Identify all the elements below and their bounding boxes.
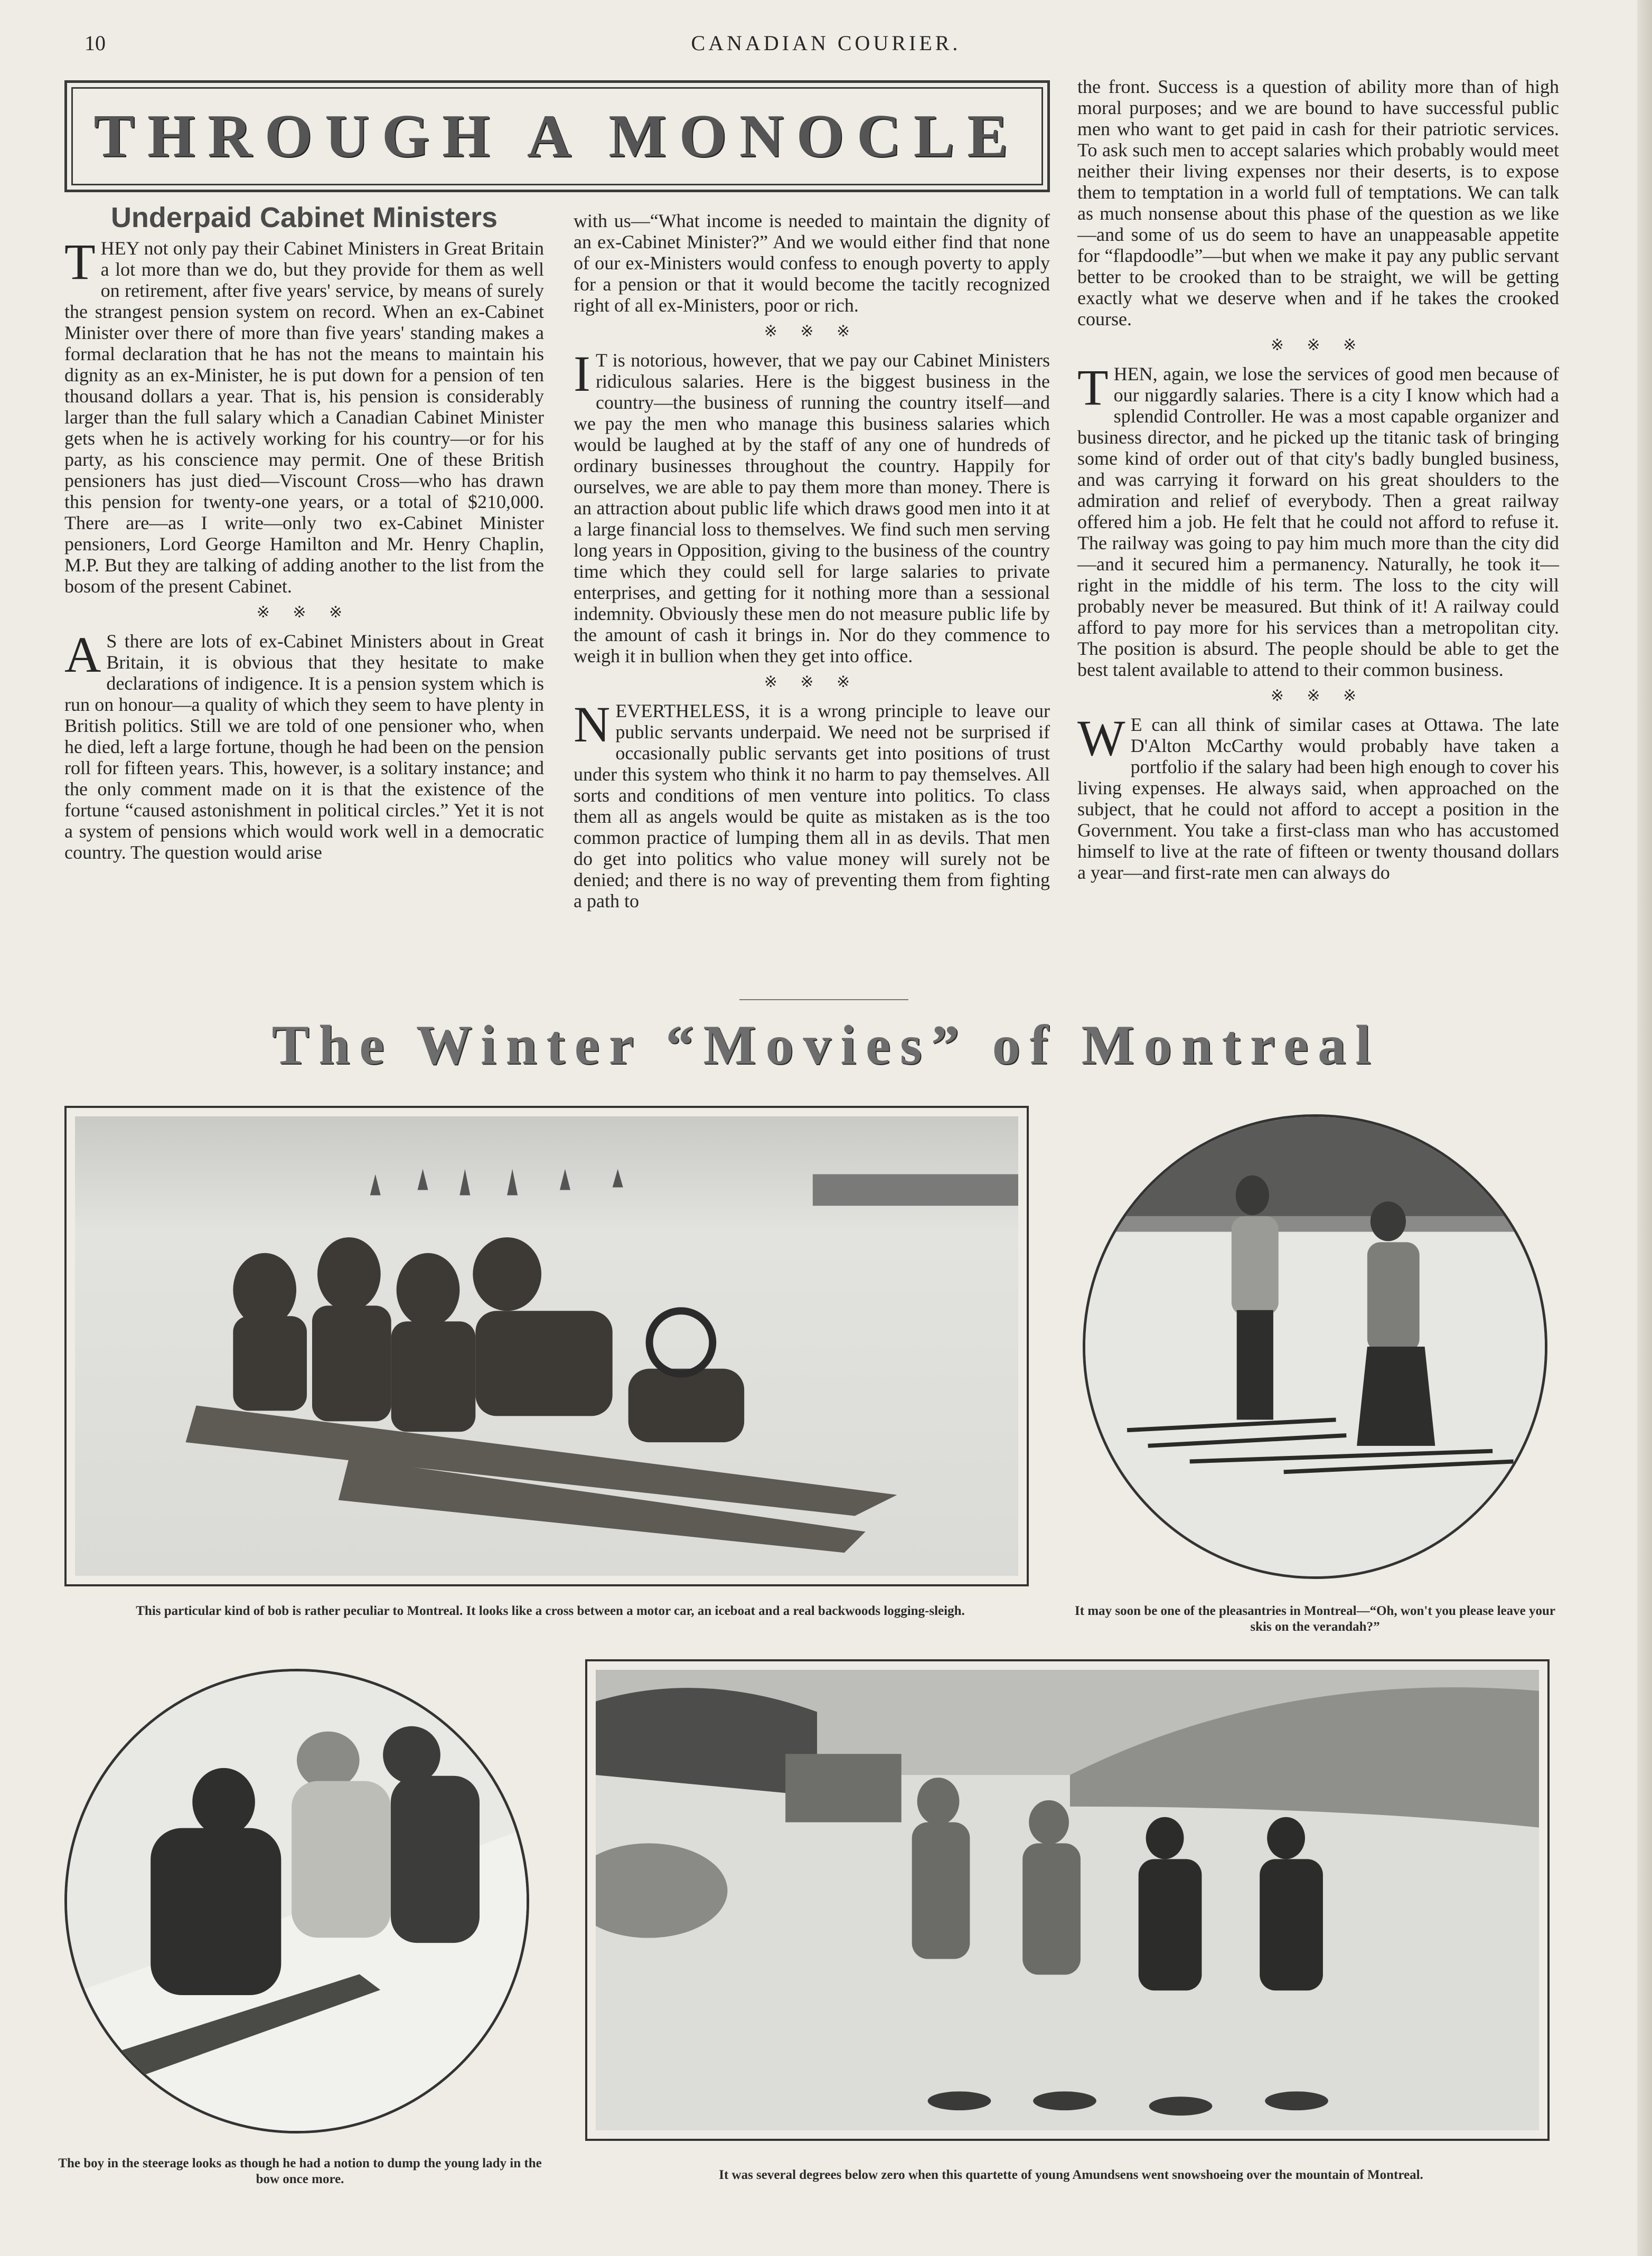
toboggan-caption: The boy in the steerage looks as though he had a notion to dump the young lady in the bow once more. <box>58 2156 542 2186</box>
paragraph <box>1077 76 1559 330</box>
drop-cap: T <box>64 233 96 290</box>
bobsleigh-image <box>75 1116 1018 1576</box>
bobsleigh-photo <box>64 1106 1029 1586</box>
snowshoers-image <box>596 1670 1539 2130</box>
section-separator: ※ ※ ※ <box>764 323 860 340</box>
article-column-3 <box>1077 76 1559 888</box>
article-title-box <box>64 80 1050 192</box>
paragraph <box>1077 359 1559 680</box>
toboggan-photo <box>64 1669 529 2133</box>
section-separator: ※ ※ ※ <box>1270 336 1366 354</box>
paragraph <box>574 210 1050 316</box>
article-subhead: Underpaid Cabinet Ministers <box>110 202 498 233</box>
section-separator: ※ ※ ※ <box>1270 687 1366 704</box>
bobsleigh-caption: This particular kind of bob is rather peculiar to Montreal. It looks like a cross between a motor car, an iceboat and a real backwoods logging-sleigh. <box>136 1604 965 1618</box>
drop-cap: N <box>574 696 611 753</box>
paragraph-text: HEN, again, we lose the services of good men because of our niggardly salaries. There is a city I know which had a splendid Controller. He was a most capable organizer and business director, and he picked up the titanic task of bringing some kind of order out of that city's badly bungled business, and was carrying it forward on his great shoulders to the admiration and relief of everybody. Then a great railway offered him a job. He felt that he could not afford to refuse it. The railway was going to pay him much more than the city did—and it secured him a permanency. Naturally, he took it—right in the middle of his term. The loss to the city will probably never be measured. But think of it! A railway could afford to pay more for his services than a metropolitan city. The position is absurd. The people should be able to get the best talent available to attend to their common business. <box>1077 363 1559 680</box>
photo-feature-title: The Winter “Movies” of Montreal <box>271 1014 1381 1076</box>
skiers-image <box>1085 1117 1545 1576</box>
paragraph <box>64 626 544 863</box>
publication-header: CANADIAN COURIER. <box>691 31 961 55</box>
paragraph <box>574 696 1050 911</box>
article-title: THROUGH A MONOCLE <box>93 102 1021 170</box>
paragraph-text: with us—“What income is needed to maintain the dignity of an ex-Cabinet Minister?” And we would either find that none of our ex-Ministers would confess to enough poverty to apply for a pension or that it would become the tacitly recognized right of all ex-Ministers, poor or rich. <box>574 210 1050 316</box>
paragraph <box>574 345 1050 666</box>
toboggan-image <box>67 1671 527 2131</box>
article-column-1 <box>64 202 544 868</box>
article-column-2 <box>574 210 1050 917</box>
paragraph <box>64 233 544 597</box>
page-edge <box>1637 0 1652 2256</box>
section-separator: ※ ※ ※ <box>256 604 352 621</box>
drop-cap: T <box>1077 359 1109 416</box>
drop-cap: W <box>1077 710 1125 766</box>
paragraph <box>1077 710 1559 883</box>
skiers-photo <box>1083 1114 1547 1579</box>
drop-cap: I <box>574 345 590 402</box>
snowshoers-caption: It was several degrees below zero when this quartette of young Amundsens went snowshoeing over the mountain of Montreal. <box>719 2168 1423 2182</box>
paragraph-text: S there are lots of ex-Cabinet Ministers about in Great Britain, it is obvious that they hesitate to make declarations of indigence. It is a pension system which is run on honour—a quality of which they seem to have plenty in British politics. Still we are told of one pensioner who, when he died, left a large fortune, though he had been on the pension roll for fifteen years. This, however, is a solitary instance; and the only comment made on it is that the existence of the fortune “caused astonishment in political circles.” Yet it is not a system of pensions which would work well in a democratic country. The question would arise <box>64 631 544 863</box>
paragraph-text: HEY not only pay their Cabinet Ministers in Great Britain a lot more than we do, but they provide for them as well on retirement, after five years' service, by means of surely the strangest pension system on record. When an ex-Cabinet Minister over there of more than five years' standing makes a formal declaration that he has not the means to maintain his dignity as an ex-Minister, he is put down for a pension of ten thousand dollars a year. That is, his pension is considerably larger than the full salary which a Canadian Cabinet Minister gets when he is actively working for his country—or for his party, as his conscience may permit. One of these British pensioners has just died—Viscount Cross—who has drawn this pension for twenty-one years, or a total of $210,000. There are—as I write—only two ex-Cabinet Minister pensioners, Lord George Hamilton and Mr. Henry Chaplin, M.P. But they are talking of adding another to the list from the bosom of the present Cabinet. <box>64 238 544 597</box>
paragraph-text: EVERTHELESS, it is a wrong principle to leave our public servants underpaid. We need not be surprised if occasionally public servants get into positions of trust under this system who think it no harm to pay themselves. All sorts and conditions of men venture into politics. To class them all as angels would be quite as mistaken as is the too common practice of lumping them all in as devils. That men do get into politics who value money will surely not be denied; and there is no way of preventing them from fighting a path to <box>574 700 1050 911</box>
paragraph-text: E can all think of similar cases at Ottawa. The late D'Alton McCarthy would probably have taken a portfolio if the salary had been high enough to cover his living expenses. He always said, when approached on the subject, that he could not afford to accept a position in the Government. You take a first-class man who has accustomed himself to live at the rate of fifteen or twenty thousand dollars a year—and first-rate men can always do <box>1077 714 1559 883</box>
drop-cap: A <box>64 626 101 683</box>
snowshoers-photo <box>585 1659 1550 2141</box>
page-number: 10 <box>85 31 106 55</box>
paragraph-text: T is notorious, however, that we pay our Cabinet Ministers ridiculous salaries. Here is the biggest business in the country—the business of running the country itself—and we pay the men who manage this business salaries which would be laughed at by the staff of any one of hundreds of ordinary businesses throughout the country. Happily for ourselves, we are able to pay them more than money. There is an attraction about public life which draws good men into it at a large financial loss to themselves. We find such men serving long years in Opposition, giving to the business of the country time which they could sell for large salaries to private enterprises, and getting for it nothing more than a sessional indemnity. Obviously these men do not measure public life by the amount of cash it brings in. Nor do they commence to weigh it in bullion when they get into office. <box>574 350 1050 666</box>
section-separator: ※ ※ ※ <box>764 673 860 691</box>
skiers-caption: It may soon be one of the pleasantries in Montreal—“Oh, won't you please leave your skis on the verandah?” <box>1075 1604 1555 1634</box>
divider-rule <box>739 999 908 1000</box>
paragraph-text: the front. Success is a question of ability more than of high moral purposes; and we are bound to have successful public men who want to get paid in cash for their patriotic services. To ask such men to accept salaries which probably would meet neither their living expenses nor their deserts, is to expose them to temptation in a world full of temptations. We can talk as much nonsense about this phase of the question as we like—and some of us do seem to have an unappeasable appetite for “flapdoodle”—but when we make it pay any public servant better to be crooked than to be straight, we will be getting exactly what we deserve when and if he takes the crooked course. <box>1077 76 1559 330</box>
